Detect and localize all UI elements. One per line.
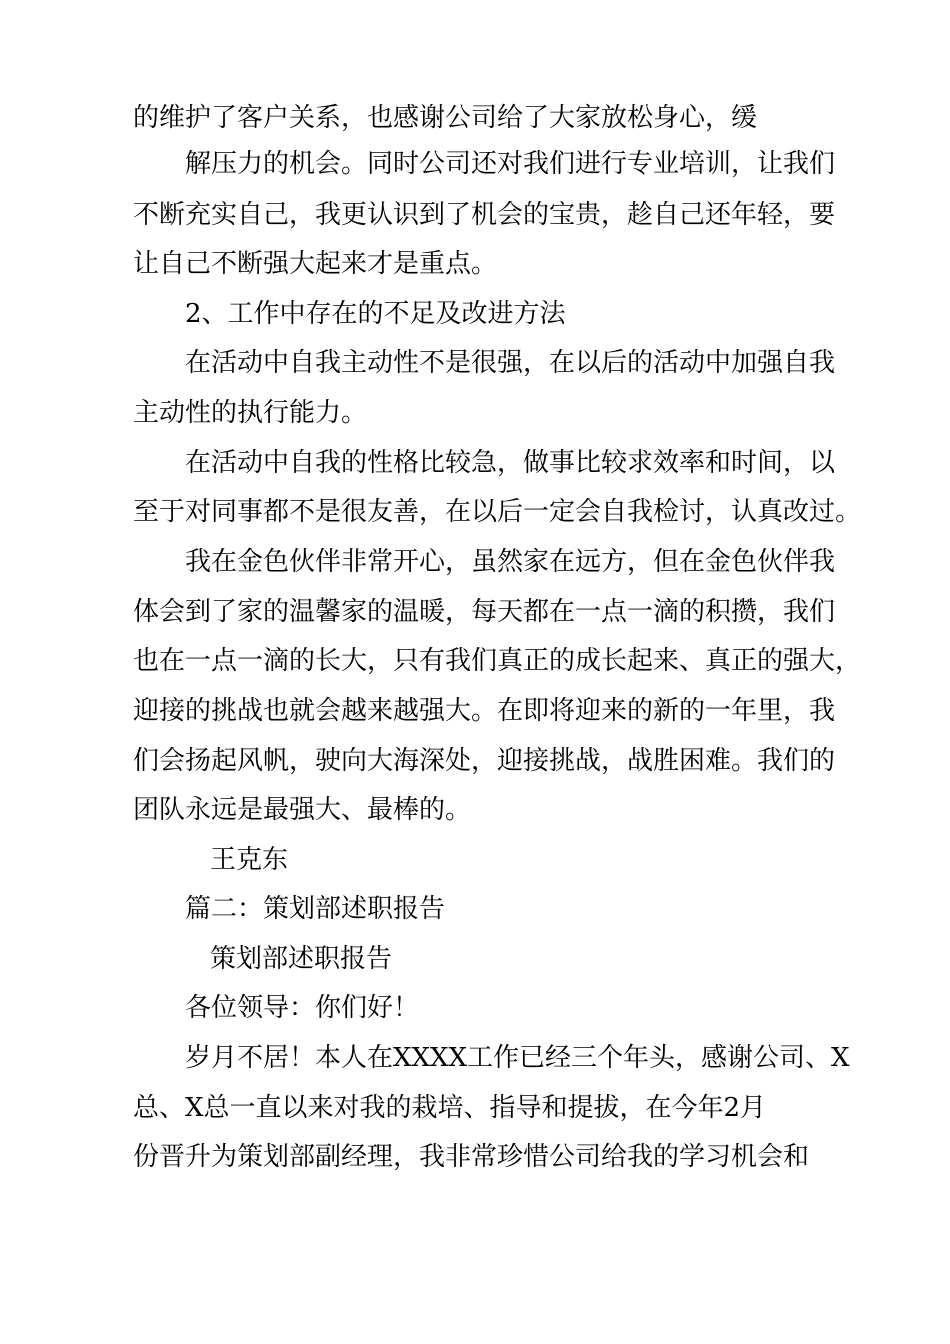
text-line: 迎接的挑战也就会越来越强大。在即将迎来的新的一年里，我 [133, 696, 836, 726]
salutation: 各位领导：你们好！ [185, 993, 420, 1023]
text-line: 体会到了家的温馨家的温暖，每天都在一点一滴的积攒，我们 [133, 597, 836, 627]
chapter-heading: 篇二：策划部述职报告 [185, 894, 446, 924]
text-line: 也在一点一滴的长大，只有我们真正的成长起来、真正的强大， [133, 646, 862, 676]
text-line: 的维护了客户关系，也感谢公司给了大家放松身心，缓 [133, 103, 758, 133]
text-line: 在活动中自我主动性不是很强，在以后的活动中加强自我 [185, 348, 836, 378]
text-line: 让自己不断强大起来才是重点。 [133, 249, 498, 279]
report-title: 策划部述职报告 [210, 944, 393, 974]
text-line: 岁月不居！本人在XXXX工作已经三个年头，感谢公司、X [185, 1043, 850, 1073]
text-line: 至于对同事都不是很友善，在以后一定会自我检讨，认真改过。 [133, 497, 862, 527]
text-line: 主动性的执行能力。 [133, 398, 368, 428]
text-line: 解压力的机会。同时公司还对我们进行专业培训，让我们 [185, 149, 836, 179]
section-heading: 2、工作中存在的不足及改进方法 [185, 299, 566, 329]
author-signature: 王克东 [210, 845, 289, 875]
text-line: 团队永远是最强大、最棒的。 [133, 795, 472, 825]
text-line: 总、X总一直以来对我的栽培、指导和提拔，在今年2月 [133, 1093, 767, 1123]
text-line: 在活动中自我的性格比较急，做事比较求效率和时间，以 [185, 448, 836, 478]
text-line: 份晋升为策划部副经理，我非常珍惜公司给我的学习机会和 [133, 1142, 810, 1172]
text-line: 我在金色伙伴非常开心，虽然家在远方，但在金色伙伴我 [185, 547, 836, 577]
text-line: 们会扬起风帆，驶向大海深处，迎接挑战，战胜困难。我们的 [133, 746, 836, 776]
text-line: 不断充实自己，我更认识到了机会的宝贵，趁自己还年轻，要 [133, 200, 836, 230]
